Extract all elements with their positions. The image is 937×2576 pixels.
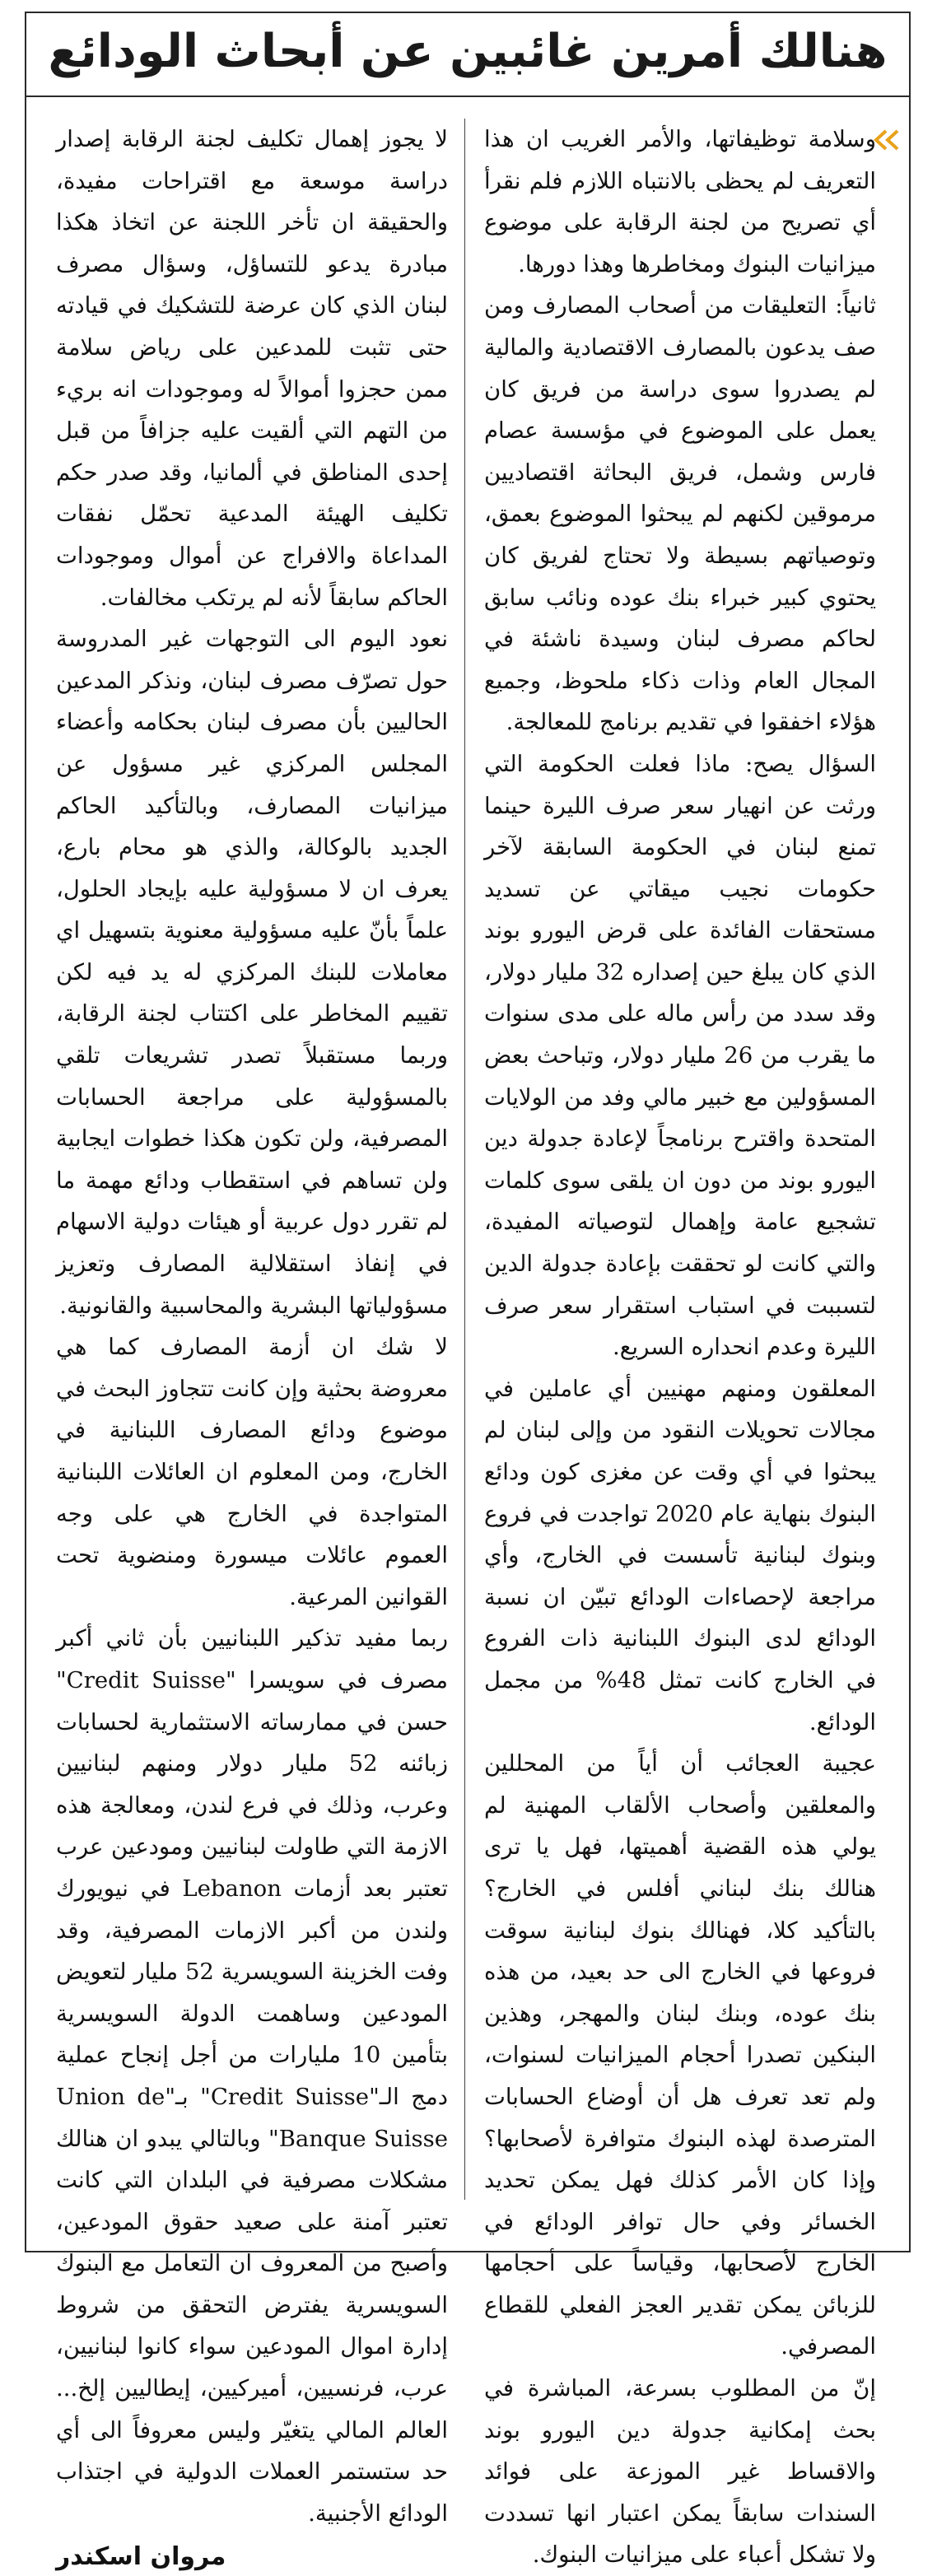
article-column-right xyxy=(484,119,876,2576)
author-byline: مروان اسكندر xyxy=(56,2542,226,2572)
article-headline: هنالك أمرين غائبين عن أبحاث الودائع xyxy=(48,25,888,78)
paragraph: إنّ من المطلوب بسرعة، المباشرة في بحث إمكانية جدولة دين اليورو بوند والاقساط غير الموزعة على فوائد السندات سابقاً يمكن اعتبار انها تسددت ولا تشكل أعباء على ميزانيات البنوك. xyxy=(484,2375,876,2569)
paragraph: لا شك ان أزمة المصارف كما هي معروضة بحثية وإن كانت تتجاوز البحث في موضوع ودائع المصارف اللبنانية في الخارج، ومن المعلوم ان العائلات اللبنانية المتواجدة في الخارج هي على وجه العموم عائلات ميسورة ومنضوية تحت القوانين المرعية. xyxy=(56,1334,448,1610)
paragraph: ربما مفيد تذكير اللبنانيين بأن ثاني أكبر مصرف في سويسرا "Credit Suisse" حسن في ممارساته الاستثمارية لحسابات زبائنه 52 مليار دولار ومنهم لبنانيين وعرب، وذلك في فرع لندن، ومعالجة هذه الازمة التي طاولت لبنانيين ومودعين عرب تعتبر بعد أزمات Lebanon في نيويورك ولندن من أكبر الازمات المصرفية، وقد وفت الخزينة السويسرية 52 مليار لتعويض المودعين وساهمت الدولة السويسرية بتأمين 10 مليارات من أجل إنجاح عملية دمج الـ"Credit Suisse" بـ"Union de Banque Suisse" وبالتالي يبدو ان هنالك مشكلات مصرفية في البلدان التي كانت تعتبر آمنة على صعيد حقوق المودعين، وأصبح من المعروف ان التعامل مع البنوك السويسرية يفترض التحقق من شروط إدارة اموال المودعين سواء كانوا لبنانيين، عرب، فرنسيين، أميركيين، إيطاليين إلخ... العالم المالي يتغيّر وليس معروفاً الى أي حد ستستمر العملات الدولية في اجتذاب الودائع الأجنبية. xyxy=(56,1625,449,2527)
paragraph: ثانياً: التعليقات من أصحاب المصارف ومن صف يدعون بالمصارف الاقتصادية والمالية لم يصدروا سوى دراسة من فريق كان يعمل على الموضوع في مؤسسة عصام فارس وشمل، فريق البحاثة اقتصاديين مرموقين لكنهم لم يبحثوا الموضوع بعمق، وتوصياتهم بسيطة ولا تحتاج لفريق كان يحتوي كبير خبراء بنك عوده ونائب سابق لحاكم مصرف لبنان وسيدة ناشئة في المجال العام وذات ذكاء ملحوظ، وجميع هؤلاء اخفقوا في تقديم برنامج للمعالجة. xyxy=(484,292,876,736)
paragraph: وسلامة توظيفاتها، والأمر الغريب ان هذا التعريف لم يحظى بالانتباه اللازم فلم نقرأ أي تصريح من لجنة الرقابة على موضوع ميزانيات البنوك ومخاطرها وهذا دورها. xyxy=(484,126,876,277)
article-column-left xyxy=(56,119,448,2575)
column-divider xyxy=(464,119,465,2200)
paragraph: نعود اليوم الى التوجهات غير المدروسة حول تصرّف مصرف لبنان، ونذكر المدعين الحاليين بأن مصرف لبنان بحكامه وأعضاء المجلس المركزي غير مسؤول عن ميزانيات المصارف، وبالتأكيد الحاكم الجديد بالوكالة، والذي هو محام بارع، يعرف ان لا مسؤولية عليه بإيجاد الحلول، علماً بأنّ عليه مسؤولية معنوية بتسهيل اي معاملات للبنك المركزي له يد فيه لكن تقييم المخاطر على اكتتاب لجنة الرقابة، وربما مستقبلاً تصدر تشريعات تلقي بالمسؤولية على مراجعة الحسابات المصرفية، ولن تكون هكذا خطوات ايجابية ولن تساهم في استقطاب ودائع مهمة ما لم تقرر دول عربية أو هيئات دولية الاسهام في إنفاذ استقلالية المصارف وتعزيز مسؤولياتها البشرية والمحاسبية والقانونية. xyxy=(56,626,448,1319)
paragraph: المعلقون ومنهم مهنيين أي عاملين في مجالات تحويلات النقود من وإلى لبنان لم يبحثوا في أي وقت عن مغزى كون ودائع البنوك بنهاية عام 2020 تواجدت في فروع وبنوك لبنانية تأسست في الخارج، وأي مراجعة لإحصاءات الودائع تبيّن ان نسبة الودائع لدى البنوك اللبنانية ذات الفروع في الخارج كانت تمثل 48% من مجمل الودائع. xyxy=(484,1375,876,1735)
paragraph: عجيبة العجائب أن أياً من المحللين والمعلقين وأصحاب الألقاب المهنية لم يولي هذه القضية أهميتها، فهل يا ترى هنالك بنك لبناني أفلس في الخارج؟ بالتأكيد كلا، فهنالك بنوك لبنانية سوقت فروعها في الخارج الى حد بعيد، من هذه بنك عوده، وبنك لبنان والمهجر، وهذين البنكين تصدرا أحجام الميزانيات لسنوات، ولم تعد تعرف هل أن أوضاع الحسابات المترصدة لهذه البنوك متوافرة لأصحابها؟ وإذا كان الأمر كذلك فهل يمكن تحديد الخسائر وفي حال توافر الودائع في الخارج لأصحابها، وقياساً على أحجامها للزبائن يمكن تقدير العجز الفعلي للقطاع المصرفي. xyxy=(484,1750,876,2360)
headline-rule xyxy=(26,95,909,97)
paragraph: السؤال يصح: ماذا فعلت الحكومة التي ورثت عن انهيار سعر صرف الليرة حينما تمنع لبنان في الحكومة السابقة لآخر حكومات نجيب ميقاتي عن تسديد مستحقات الفائدة على قرض اليورو بوند الذي كان يبلغ حين إصداره 32 مليار دولار، وقد سدد من رأس ماله على مدى سنوات ما يقرب من 26 مليار دولار، وتباحث بعض المسؤولين مع خبير مالي وفد من الولايات المتحدة واقترح برنامجاً لإعادة جدولة دين اليورو بوند من دون ان يلقى سوى كلمات تشجيع عامة وإهمال لتوصياته المفيدة، والتي كانت لو تحققت بإعادة جدولة الدين لتسببت في استباب استقرار سعر صرف الليرة وعدم انحداره السريع. xyxy=(484,750,877,1361)
paragraph: لا يجوز إهمال تكليف لجنة الرقابة إصدار دراسة موسعة مع اقتراحات مفيدة، والحقيقة ان تأخر اللجنة عن اتخاذ هكذا مبادرة يدعو للتساؤل، وسؤال مصرف لبنان الذي كان عرضة للتشكيك في قيادته حتى تثبت للمدعين على رياض سلامة ممن حجزوا أموالاً له وموجودات انه بريء من التهم التي ألقيت عليه جزافاً من قبل إحدى المناطق في ألمانيا، وقد صدر حكم تكليف الهيئة المدعية تحمّل نفقات المداعاة والافراج عن أموال وموجودات الحاكم سابقاً لأنه لم يرتكب مخالفات. xyxy=(56,126,448,611)
article-frame xyxy=(25,12,911,2572)
